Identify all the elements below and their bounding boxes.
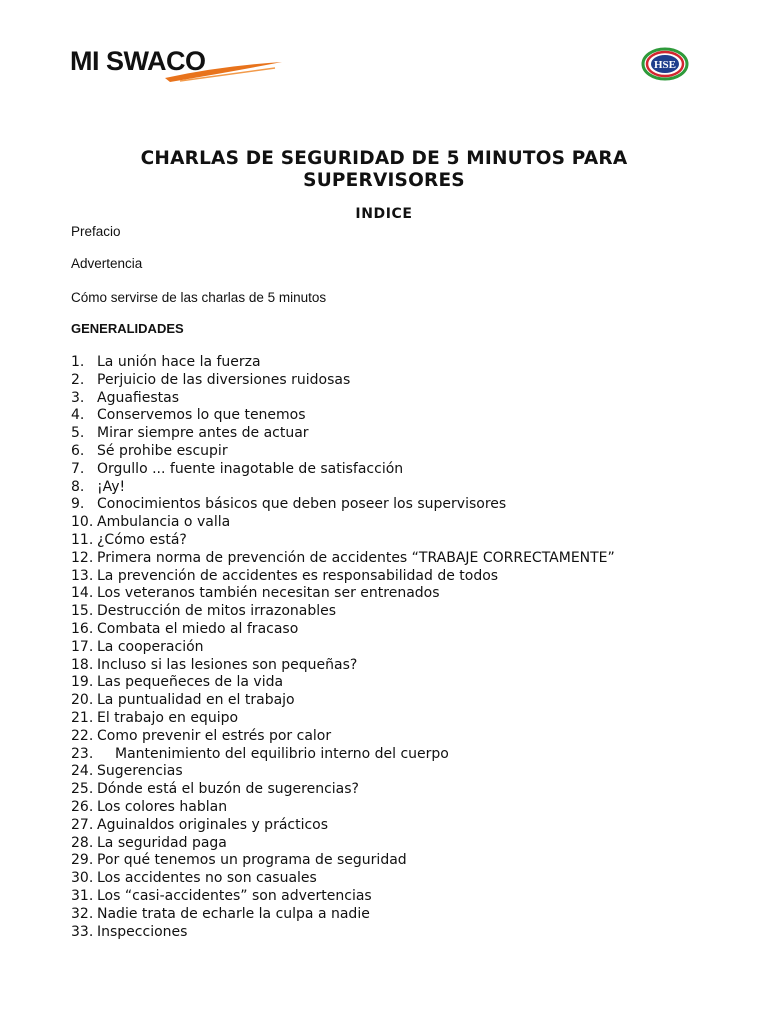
item-title: ¡Ay! (97, 478, 126, 495)
list-item (71, 372, 615, 390)
list-item (71, 888, 615, 906)
list-item (71, 407, 615, 425)
hse-badge-icon (641, 46, 689, 82)
item-title: Incluso si las lesiones son pequeñas? (97, 656, 358, 673)
list-item (71, 461, 615, 479)
item-title: Conocimientos básicos que deben poseer los supervisores (97, 496, 507, 513)
item-number: 3. (71, 389, 85, 406)
list-item (71, 568, 615, 586)
item-title: Primera norma de prevención de accidentes “TRABAJE CORRECTAMENTE” (97, 549, 615, 566)
list-item (71, 639, 615, 657)
item-number: 11. (71, 531, 94, 548)
list-item (71, 354, 615, 372)
title-line-1: CHARLAS DE SEGURIDAD DE 5 MINUTOS PARA (140, 148, 628, 169)
item-number: 25. (71, 781, 94, 798)
item-number: 32. (71, 905, 94, 922)
item-number: 20. (71, 692, 94, 709)
document-title (40, 148, 728, 192)
list-item (71, 710, 615, 728)
hse-badge-text: HSE (653, 59, 677, 71)
item-title: Como prevenir el estrés por calor (97, 727, 332, 744)
list-item (71, 835, 615, 853)
item-number: 26. (71, 798, 94, 815)
intro-como-servirse: Cómo servirse de las charlas de 5 minutos (71, 290, 327, 305)
mi-swaco-logo (70, 44, 300, 88)
item-title: Las pequeñeces de la vida (97, 674, 284, 691)
item-title: Nadie trata de echarle la culpa a nadie (97, 905, 370, 922)
list-item (71, 852, 615, 870)
list-item (71, 603, 615, 621)
item-number: 33. (71, 923, 94, 940)
item-title: La seguridad paga (97, 834, 227, 851)
item-number: 28. (71, 834, 94, 851)
item-title: Aguafiestas (97, 389, 180, 406)
item-number: 7. (71, 460, 85, 477)
item-number: 12. (71, 549, 94, 566)
item-title: Sé prohibe escupir (97, 442, 228, 459)
item-title: La prevención de accidentes es responsabilidad de todos (97, 567, 499, 584)
list-item (71, 621, 615, 639)
item-number: 30. (71, 870, 94, 887)
hse-logo (641, 46, 689, 82)
list-item (71, 692, 615, 710)
item-number: 8. (71, 478, 85, 495)
item-number: 9. (71, 496, 85, 513)
item-number: 24. (71, 763, 94, 780)
item-number: 1. (71, 354, 85, 370)
list-item (71, 870, 615, 888)
item-number: 5. (71, 425, 85, 442)
item-number: 15. (71, 603, 94, 620)
list-item (71, 781, 615, 799)
item-title: Los accidentes no son casuales (97, 870, 317, 887)
item-title: Ambulancia o valla (97, 514, 231, 531)
list-item (71, 550, 615, 568)
list-item (71, 496, 615, 514)
item-number: 13. (71, 567, 94, 584)
list-item (71, 817, 615, 835)
item-number: 23. (71, 745, 94, 762)
item-number: 19. (71, 674, 94, 691)
list-item (71, 532, 615, 550)
item-number: 10. (71, 514, 94, 531)
item-title: La unión hace la fuerza (97, 354, 261, 370)
item-title: Sugerencias (97, 763, 183, 780)
item-title: Destrucción de mitos irrazonables (97, 603, 337, 620)
item-title: Orgullo ... fuente inagotable de satisfacción (97, 460, 404, 477)
list-item (71, 763, 615, 781)
list-item (71, 746, 615, 764)
item-number: 31. (71, 887, 94, 904)
item-number: 27. (71, 816, 94, 833)
item-title: Por qué tenemos un programa de seguridad (97, 852, 407, 869)
item-number: 18. (71, 656, 94, 673)
section-heading: GENERALIDADES (71, 321, 184, 336)
item-title: Aguinaldos originales y prácticos (97, 816, 329, 833)
title-line-2: SUPERVISORES (303, 170, 465, 191)
item-title: Combata el miedo al fracaso (97, 620, 299, 637)
index-heading: INDICE (355, 206, 413, 222)
list-item (71, 443, 615, 461)
list-item (71, 479, 615, 497)
item-number: 21. (71, 709, 94, 726)
table-of-contents (71, 354, 615, 941)
list-item (71, 585, 615, 603)
list-item (71, 425, 615, 443)
item-title: Dónde está el buzón de sugerencias? (97, 781, 359, 798)
list-item (71, 799, 615, 817)
logo-text: MI SWACO (70, 46, 206, 76)
item-number: 17. (71, 638, 94, 655)
list-item (71, 728, 615, 746)
intro-prefacio: Prefacio (71, 224, 121, 239)
item-title: Inspecciones (97, 923, 188, 940)
item-title: Mantenimiento del equilibrio interno del cuerpo (115, 745, 449, 762)
item-title: Mirar siempre antes de actuar (97, 425, 309, 442)
item-title: Los veteranos también necesitan ser entrenados (97, 585, 440, 602)
item-title: La puntualidad en el trabajo (97, 692, 295, 709)
item-number: 16. (71, 620, 94, 637)
list-item (71, 924, 615, 942)
list-item (71, 657, 615, 675)
intro-advertencia: Advertencia (71, 256, 143, 271)
item-title: Los “casi-accidentes” son advertencias (97, 887, 372, 904)
list-item (71, 674, 615, 692)
item-number: 14. (71, 585, 94, 602)
item-number: 4. (71, 407, 85, 424)
list-item (71, 514, 615, 532)
item-number: 22. (71, 727, 94, 744)
item-title: Conservemos lo que tenemos (97, 407, 306, 424)
item-number: 2. (71, 371, 85, 388)
list-item (71, 390, 615, 408)
item-title: El trabajo en equipo (97, 709, 239, 726)
item-title: La cooperación (97, 638, 204, 655)
item-number: 6. (71, 442, 85, 459)
list-item (71, 906, 615, 924)
item-title: ¿Cómo está? (97, 531, 187, 548)
item-title: Los colores hablan (97, 798, 228, 815)
item-number: 29. (71, 852, 94, 869)
item-title: Perjuicio de las diversiones ruidosas (97, 371, 351, 388)
